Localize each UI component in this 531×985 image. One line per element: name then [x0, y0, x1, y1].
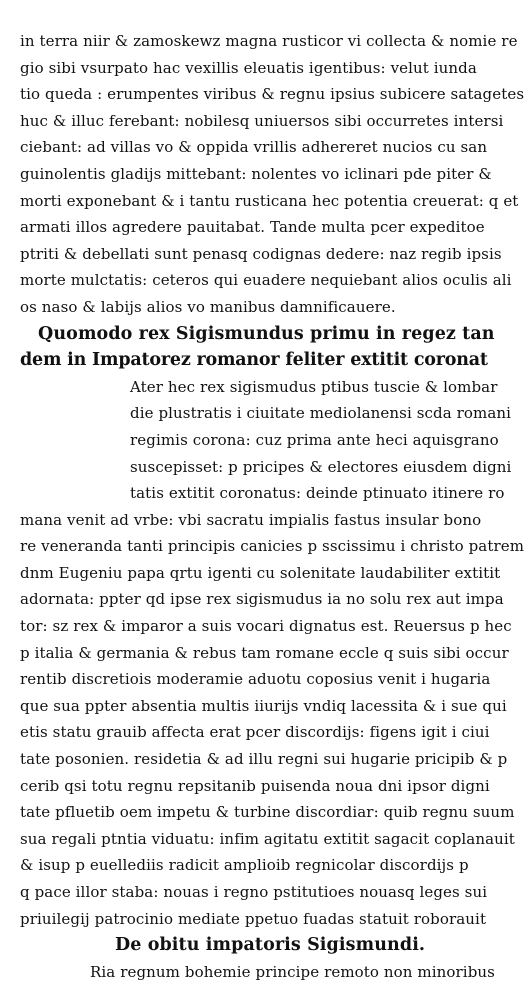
text-line: os naso & labijs alios vo manibus damnificauere.	[20, 297, 396, 316]
text-line: tate posonien. residetia & ad illu regni sui hugarie pricipib & p	[20, 750, 508, 769]
text-line: & isup p euellediis radicit amplioib regnicolar discordijs p	[20, 856, 469, 875]
text-line: armati illos agredere pauitabat. Tande multa pcer expeditoe	[20, 218, 485, 237]
heading-line: De obitu impatoris Sigismundi.	[115, 935, 426, 956]
heading-line: dem in Impatorez romanor feliter extitit coronat	[20, 350, 488, 371]
text-line: morti exponebant & i tantu rusticana hec potentia creuerat: q et	[20, 191, 519, 210]
text-line: rentib discretiois moderamie aduotu coposius venit i hugaria	[20, 670, 491, 689]
text-line: cerib qsi totu regnu repsitanib puisenda noua dni ipsor digni	[20, 776, 490, 795]
text-line: die plustratis i ciuitate mediolanensi scda romani	[130, 404, 512, 423]
paragraph-coronation-indented	[20, 374, 511, 507]
text-line: ptriti & debellati sunt penasq codignas dedere: naz regib ipsis	[20, 244, 502, 263]
text-line: tio queda : erumpentes viribus & regnu ipsius subicere satagetes	[20, 85, 525, 104]
text-line: huc & illuc ferebant: nobilesq uniuersos sibi occurretes intersi	[20, 111, 504, 130]
text-line: guinolentis gladijs mittebant: nolentes vo iclinari pde piter &	[20, 164, 492, 183]
text-line: mana venit ad vrbe: vbi sacratu impialis fastus insular bono	[20, 510, 482, 529]
text-line: dnm Eugeniu papa qrtu igenti cu solenitate laudabiliter extitit	[20, 563, 501, 582]
text-line: in terra niir & zamoskewz magna rusticor vi collecta & nomie re	[20, 32, 518, 50]
text-line: suscepisset: p pricipes & electores eiusdem digni	[130, 457, 512, 476]
section-heading-coronation	[20, 321, 511, 374]
text-line: p italia & germania & rebus tam romane eccle q suis sibi occur	[20, 643, 509, 662]
text-line: priuilegij patrocinio mediate ppetuo fuadas statuit roborauit	[20, 909, 487, 928]
text-line: Ater hec rex sigismudus ptibus tuscie & lombar	[130, 377, 498, 396]
paragraph-death	[20, 959, 511, 985]
text-line: tor: sz rex & imparor a suis vocari dignatus est. Reuersus p hec	[20, 617, 512, 636]
paragraph-coronation	[20, 507, 525, 933]
text-line: tate pfluetib oem impetu & turbine discordiar: quib regnu suum	[20, 803, 515, 822]
text-line: ciebant: ad villas vo & oppida vrillis adhereret nucios cu san	[20, 138, 488, 157]
text-line: que sua ppter absentia multis iiurijs vndiq lacessita & i sue qui	[20, 696, 507, 715]
text-line: gio sibi vsurpato hac vexillis eleuatis igentibus: velut iunda	[20, 58, 477, 77]
text-line: sua regali ptntia viduatu: infim agitatu extitit sagacit coplanauit	[20, 829, 515, 848]
text-line: regimis corona: cuz prima ante heci aquisgrano	[130, 430, 499, 449]
text-line: etis statu grauib affecta erat pcer discordijs: figens igit i ciui	[20, 723, 490, 742]
heading-line: Quomodo rex Sigismundus primu in regez tan	[38, 323, 495, 344]
section-heading-death	[20, 932, 511, 959]
text-line: tatis extitit coronatus: deinde ptinuato itinere ro	[130, 484, 505, 503]
paragraph-rustic-uprising	[20, 28, 525, 321]
text-line: re veneranda tanti principis canicies p sscissimu i christo patrem	[20, 537, 525, 556]
text-line: Ria regnum bohemie principe remoto non minoribus	[90, 962, 495, 981]
text-line: q pace illor staba: nouas i regno pstitutioes nouasq leges sui	[20, 883, 488, 901]
text-line: adornata: ppter qd ipse rex sigismudus ia no solu rex aut impa	[20, 590, 504, 609]
text-line: morte mulctatis: ceteros qui euadere nequiebant alios oculis ali	[20, 271, 512, 290]
